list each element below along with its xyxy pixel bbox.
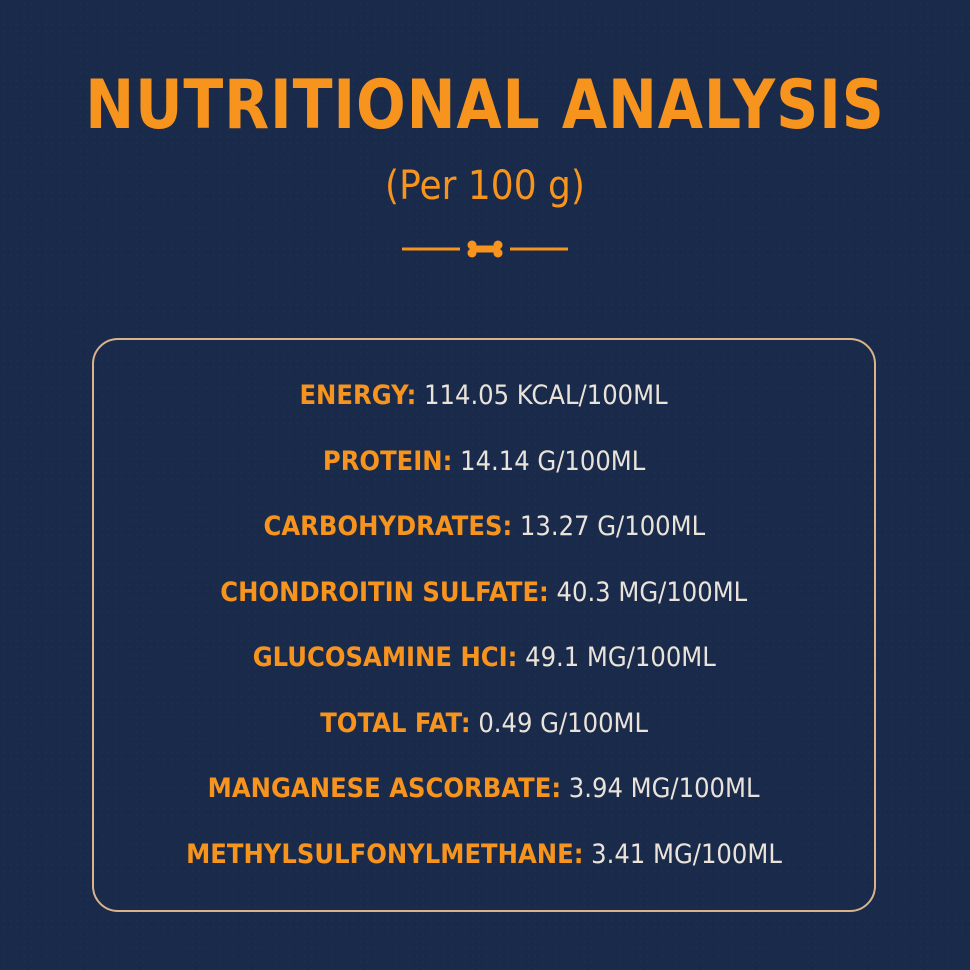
page-subtitle: (Per 100 g): [385, 163, 585, 209]
bone-divider: [400, 238, 570, 260]
nutrient-label: TOTAL FAT:: [320, 707, 471, 739]
nutrient-row-chondroitin: [94, 573, 874, 639]
nutrient-list: [94, 376, 874, 900]
nutrient-row-carbohydrates: [94, 507, 874, 573]
nutrient-row-protein: [94, 442, 874, 508]
nutrient-row-total-fat: [94, 704, 874, 770]
nutrient-value: 49.1 MG/100ML: [524, 642, 716, 673]
nutrient-label: GLUCOSAMINE HCI:: [252, 642, 518, 673]
nutrient-value: 13.27 G/100ML: [519, 511, 705, 542]
nutrient-row-glucosamine: [94, 638, 874, 704]
nutrient-value: 3.41 MG/100ML: [591, 838, 782, 870]
nutrient-row-energy: [94, 376, 874, 442]
nutrient-value: 14.14 G/100ML: [459, 445, 646, 477]
nutrient-label: MANGANESE ASCORBATE:: [208, 773, 562, 804]
nutrient-row-manganese: [94, 769, 874, 835]
nutrient-label: ENERGY:: [299, 380, 417, 411]
bone-icon: [468, 241, 503, 258]
nutrient-label: CARBOHYDRATES:: [263, 511, 512, 542]
nutrient-value: 3.94 MG/100ML: [569, 773, 760, 804]
nutrient-value: 114.05 KCAL/100ML: [424, 380, 669, 411]
nutrient-label: METHYLSULFONYLMETHANE:: [186, 838, 584, 870]
nutrient-label: CHONDROITIN SULFATE:: [220, 576, 550, 608]
nutrient-value: 40.3 MG/100ML: [556, 576, 748, 608]
nutrition-panel: [92, 338, 876, 912]
nutrient-row-msm: [94, 835, 874, 901]
nutrient-label: PROTEIN:: [322, 445, 453, 477]
page-title: NUTRITIONAL ANALYSIS: [85, 66, 885, 145]
nutrient-value: 0.49 G/100ML: [478, 707, 648, 739]
